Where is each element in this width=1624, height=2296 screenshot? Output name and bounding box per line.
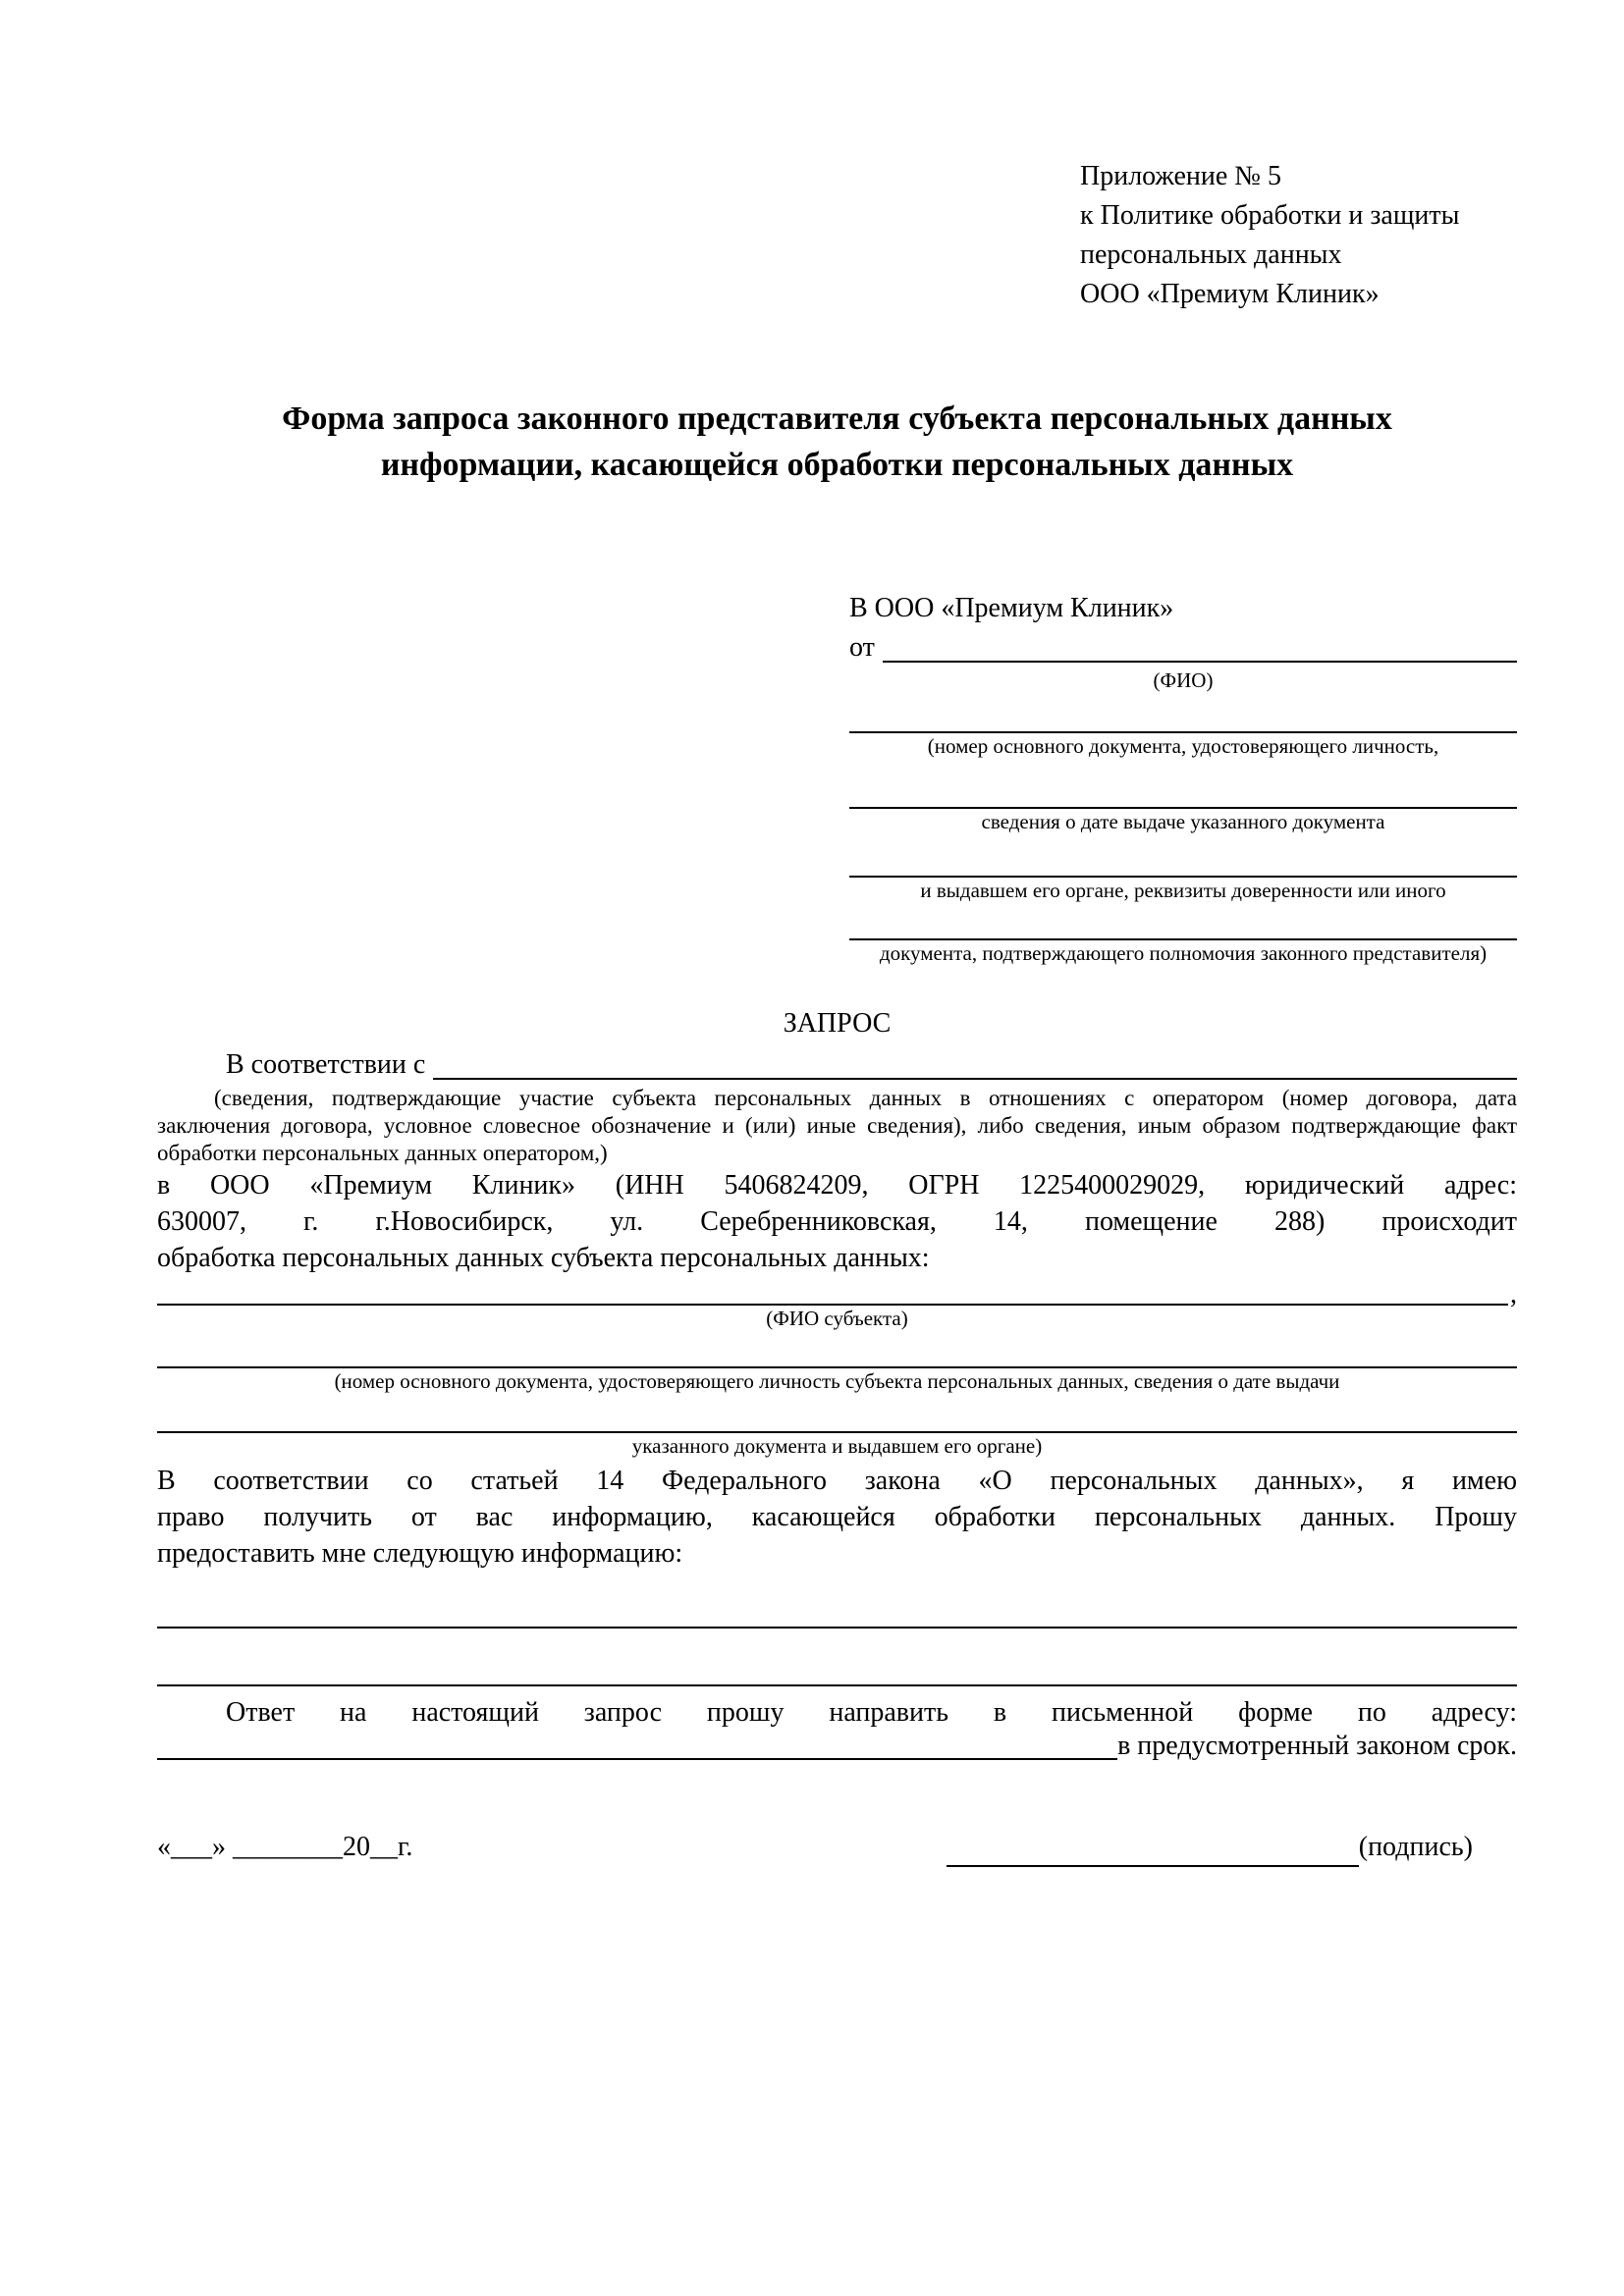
intro-caption-line-2: заключения договора, условное словесное обозначение и (или) иные сведения), либо сведения, иным образом подтверждающие факт [157,1113,1517,1138]
document-title [157,396,1517,488]
operator-paragraph [157,1167,1517,1276]
issuing-authority-caption: и выдавшем его органе, реквизиты доверенности или иного [920,879,1446,902]
addressee-from-label: от [849,632,875,663]
answer-address-row [157,1733,1517,1760]
intro-caption [157,1085,1517,1167]
appendix-header [1080,157,1459,314]
addressee-block [849,589,1517,966]
answer-tail: в предусмотренный законом срок. [1117,1731,1517,1761]
signature-row [157,1828,1517,1867]
subject-fio-caption: (ФИО субъекта) [766,1307,908,1330]
fio-caption: (ФИО) [1153,668,1214,692]
subject-document-caption-2: указанного документа и выдавшем его органе) [631,1434,1043,1458]
issuing-authority-blank-line [849,834,1517,878]
operator-line-3: обработка персональных данных субъекта персональных данных: [157,1243,930,1273]
document-number-blank-line [849,693,1517,733]
intro-blank-line [433,1045,1517,1080]
issue-date-caption: сведения о дате выдаче указанного документа [981,810,1385,833]
document-title-line-1: Форма запроса законного представителя субъекта персональных данных [282,400,1392,437]
representative-authority-blank-line [849,903,1517,940]
answer-address-blank-line [157,1758,1117,1760]
appendix-line-4: ООО «Премиум Клиник» [1080,279,1380,309]
law-line-1: В соответствии со статьей 14 Федерального закона «О персональных данных», я имею [157,1466,1517,1496]
information-blank-line-1 [157,1572,1517,1629]
appendix-line-3: персональных данных [1080,240,1342,270]
signature-caption: (подпись) [1358,1832,1473,1862]
law-line-3: предоставить мне следующую информацию: [157,1538,683,1569]
date-field: «___» ________20__г. [157,1832,413,1862]
representative-authority-caption: документа, подтверждающего полномочия законного представителя) [879,941,1488,965]
addressee-from-row [849,628,1517,667]
document-number-caption: (номер основного документа, удостоверяющего личность, [927,734,1439,758]
intro-caption-line-1: (сведения, подтверждающие участие субъекта персональных данных в отношениях с оператором (номер договора, дата [214,1086,1517,1110]
subject-document-caption-1: (номер основного документа, удостоверяющего личность субъекта персональных данных, сведения о дате выдачи [334,1369,1340,1393]
operator-line-2: 630007, г. г.Новосибирск, ул. Серебренниковская, 14, помещение 288) происходит [157,1206,1517,1237]
appendix-line-2: к Политике обработки и защиты [1080,200,1460,231]
intro-row [157,1045,1517,1085]
subject-document-blank-line-2 [157,1394,1517,1433]
answer-paragraph: Ответ на настоящий запрос прошу направить в письменной форме по адресу: [226,1697,1517,1728]
issue-date-blank-line [849,759,1517,809]
intro-caption-line-3: обработки персональных данных оператором,) [157,1141,608,1165]
request-heading: ЗАПРОС [783,1008,892,1039]
fio-blank-line [883,628,1517,663]
appendix-line-1: Приложение № 5 [1080,161,1281,191]
document-title-line-2: информации, касающейся обработки персональных данных [380,447,1294,483]
law-paragraph [157,1463,1517,1572]
law-line-2: право получить от вас информацию, касающейся обработки персональных данных. Прошу [157,1502,1517,1532]
signature-group [947,1828,1473,1867]
subject-fio-row [157,1279,1517,1309]
subject-document-blank-line-1 [157,1331,1517,1368]
operator-line-1: в ООО «Премиум Клиник» (ИНН 5406824209, ОГРН 1225400029029, юридический адрес: [157,1170,1517,1201]
intro-label: В соответствии с [226,1049,426,1080]
signature-blank-line [947,1832,1359,1867]
request-body [157,1001,1517,1760]
information-blank-line-2 [157,1629,1517,1686]
subject-fio-comma: , [1510,1279,1517,1309]
addressee-to: В ООО «Премиум Клиник» [849,593,1174,623]
